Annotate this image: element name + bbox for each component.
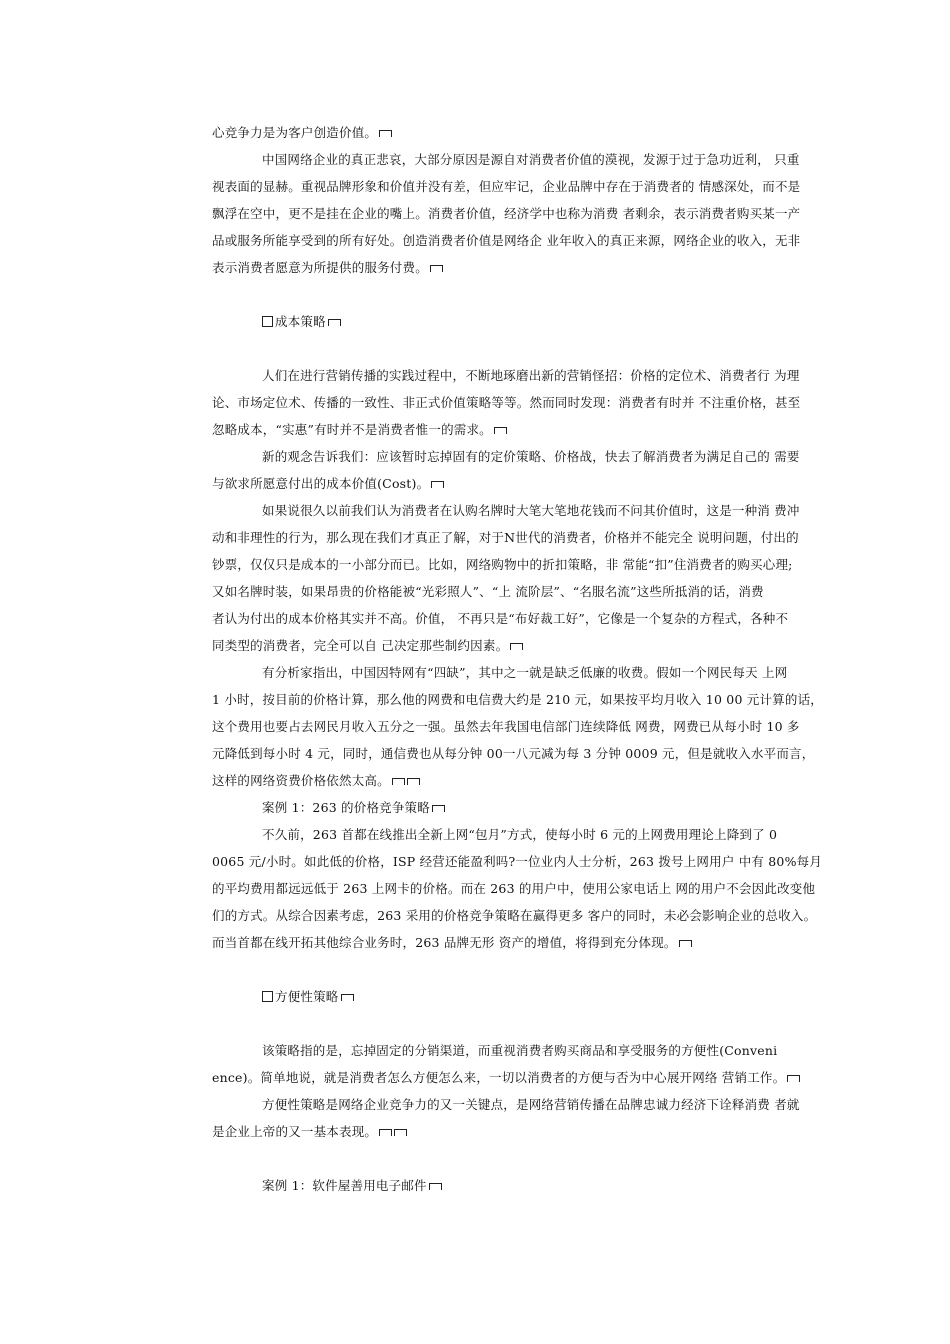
paragraph-mark-icon	[394, 1129, 407, 1136]
case-heading: 案例 1：软件屋善用电子邮件	[262, 1177, 858, 1195]
text-line: 人们在进行营销传播的实践过程中，不断地琢磨出新的营销怪招：价格的定位术、消费者行 为理	[262, 368, 800, 383]
checkbox-square-icon	[262, 991, 273, 1002]
text-line: 动和非理性的行为，那么现在我们才真正了解，对于N世代的消费者，价格并不能完全 说明问题，付出的	[212, 530, 799, 545]
text-line: 中国网络企业的真正悲哀，大部分原因是源自对消费者价值的漠视，发源于过于急功近利， 只重	[262, 152, 800, 167]
paragraph-mark-icon	[432, 805, 445, 812]
paragraph-mark-icon	[392, 778, 405, 785]
text-line: 不久前，263 首都在线推出全新上网“包月”方式，使每小时 6 元的上网费用理论上降到了 0	[262, 827, 778, 842]
text-line: 飘浮在空中，更不是挂在企业的嘴上。消费者价值，经济学中也称为消费 者剩余，表示消费者购买某一产	[212, 206, 801, 221]
text-line: 表示消费者愿意为所提供的服务付费。	[212, 259, 808, 277]
text-line: 论、市场定位术、传播的一致性、非正式价值策略等等。然而同时发现：消费者有时并 不注重价格，甚至	[212, 395, 801, 410]
text-line: 与欲求所愿意付出的成本价值(Cost)。	[212, 475, 808, 493]
text-line: 而当首都在线开拓其他综合业务时，263 品牌无形 资产的增值，将得到充分体现。	[212, 934, 808, 952]
text-line: 品或服务所能享受到的所有好处。创造消费者价值是网络企 业年收入的真正来源，网络企业的收入，无非	[212, 233, 801, 248]
section-heading: 成本策略	[262, 313, 858, 331]
text-line: 元降低到每小时 4 元，同时，通信费也从每分钟 00一八元减为每 3 分钟 0009 元，但是就收入水平而言，	[212, 746, 815, 761]
text-line: 该策略指的是，忘掉固定的分销渠道，而重视消费者购买商品和享受服务的方便性(Conveni	[262, 1043, 778, 1058]
text-line: 这个费用也要占去网民月收入五分之一强。虽然去年我国电信部门连续降低 网费，网费已从每小时 10 多	[212, 719, 800, 734]
text-line: 是企业上帝的又一基本表现。	[212, 1123, 808, 1141]
text-line: 的平均费用都远远低于 263 上网卡的价格。而在 263 的用户中，使用公家电话上 网的用户不会因此改变他	[212, 881, 816, 896]
text-line: 同类型的消费者，完全可以自 己决定那些制约因素。	[212, 637, 808, 655]
paragraph-mark-icon	[379, 1129, 392, 1136]
paragraph-mark-icon	[494, 427, 507, 434]
paragraph-mark-icon	[679, 940, 692, 947]
text-line: 如果说很久以前我们认为消费者在认购名牌时大笔大笔地花钱而不问其价值时，这是一种消 费冲	[262, 503, 800, 518]
paragraph-mark-icon	[407, 778, 420, 785]
text-line: 心竞争力是为客户创造价值。	[212, 124, 808, 142]
case-heading: 案例 1：263 的价格竞争策略	[262, 799, 858, 817]
paragraph-mark-icon	[430, 265, 443, 272]
text-line: ence)。简单地说，就是消费者怎么方便怎么来，一切以消费者的方便与否为中心展开网络 营销工作。	[212, 1069, 808, 1087]
text-line: 方便性策略是网络企业竞争力的又一关键点，是网络营销传播在品牌忠诚力经济下诠释消费 者就	[262, 1097, 800, 1112]
text-line: 又如名牌时装，如果昂贵的价格能被“光彩照人”、“上 流阶层”、“名服名流”这些所抵消的话，消费	[212, 584, 764, 599]
text-line: 0065 元/小时。如此低的价格，ISP 经营还能盈利吗?一位业内人士分析，263 拨号上网用户 中有 80%每月	[212, 854, 823, 869]
paragraph-mark-icon	[429, 1183, 442, 1190]
text-line: 新的观念告诉我们：应该暂时忘掉固有的定价策略、价格战，快去了解消费者为满足自己的 需要	[262, 449, 800, 464]
paragraph-mark-icon	[341, 994, 354, 1001]
paragraph-mark-icon	[431, 481, 444, 488]
text-line: 者认为付出的成本价格其实并不高。价值， 不再只是“布好裁工好”，它像是一个复杂的方程式，各种不	[212, 611, 789, 626]
paragraph-mark-icon	[379, 130, 392, 137]
text-line: 钞票，仅仅只是成本的一小部分而已。比如，网络购物中的折扣策略，非 常能“扣”住消费者的购买心理;	[212, 557, 793, 572]
checkbox-square-icon	[262, 316, 273, 327]
paragraph-mark-icon	[510, 643, 523, 650]
paragraph-mark-icon	[787, 1075, 800, 1082]
text-line: 有分析家指出，中国因特网有“四缺”，其中之一就是缺乏低廉的收费。假如一个网民每天 上网	[262, 665, 788, 680]
text-line: 忽略成本，“实惠”有时并不是消费者惟一的需求。	[212, 421, 808, 439]
text-line: 这样的网络资费价格依然太高。	[212, 772, 808, 790]
text-line: 视表面的显赫。重视品牌形象和价值并没有差，但应牢记，企业品牌中存在于消费者的 情感深处，而不是	[212, 179, 801, 194]
section-heading: 方便性策略	[262, 988, 858, 1006]
text-line: 们的方式。从综合因素考虑，263 采用的价格竞争策略在赢得更多 客户的同时，未必会影响企业的总收入。	[212, 908, 817, 923]
paragraph-mark-icon	[328, 319, 341, 326]
text-line: 1 小时，按目前的价格计算，那么他的网费和电信费大约是 210 元，如果按平均月收入 10 00 元计算的话，	[212, 692, 823, 707]
